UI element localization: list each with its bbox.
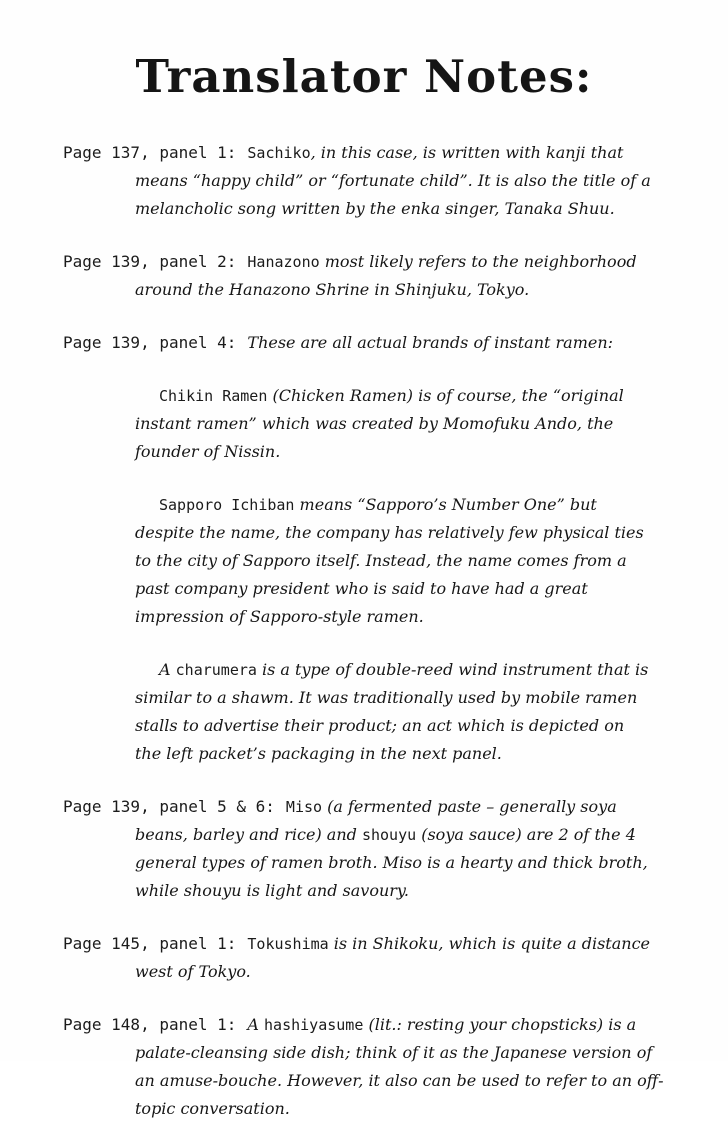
note-label: Page 139, panel 5 & 6:: [63, 797, 275, 816]
note-text: most likely refers to the neighborhood around the Hanazono Shrine in Shinjuku, Tokyo.: [135, 252, 637, 299]
note-term: Chikin Ramen: [159, 387, 268, 405]
note-text: (lit.: resting your chopsticks) is a palate-cleansing side dish; think of it as the Japanese version of an amuse-bouche. However, it also can be used to refer to an off-topic conversation.: [135, 1015, 664, 1118]
note-label: Page 148, panel 1:: [63, 1015, 237, 1034]
note-term: hashiyasume: [264, 1016, 364, 1034]
note-page-139-panel-2: [63, 248, 664, 304]
note-term: Sachiko: [247, 144, 311, 162]
note-label: Page 137, panel 1:: [63, 143, 237, 162]
note-sub-chikin-ramen: [135, 382, 650, 466]
note-term: Miso: [285, 798, 323, 816]
note-text: means “Sapporo’s Number One” but despite the name, the company has relatively few physical ties to the city of Sapporo itself. Instead, the name comes from a past company president who is said to have had a great impression of Sapporo-style ramen.: [135, 495, 644, 626]
page-title: Translator Notes:: [135, 50, 593, 103]
note-label: Page 139, panel 2:: [63, 252, 237, 271]
note-page-145-panel-1: [63, 930, 664, 986]
note-text: (Chicken Ramen) is of course, the “original instant ramen” which was created by Momofuku Ando, the founder of Nissin.: [135, 386, 624, 461]
note-label: Page 145, panel 1:: [63, 934, 237, 953]
notes-list: [0, 103, 728, 1123]
note-term: Hanazono: [247, 253, 320, 271]
note-term: charumera: [175, 661, 257, 679]
note-page-137-panel-1: [63, 139, 664, 223]
note-page-139-panel-4: [63, 329, 664, 357]
note-text: (soya sauce) are 2 of the 4 general types of ramen broth. Miso is a hearty and thick broth, while shouyu is light and savoury.: [135, 825, 648, 900]
note-term: shouyu: [361, 826, 417, 844]
note-page-139-panel-5-6: [63, 793, 664, 905]
note-sub-sapporo-ichiban: [135, 491, 650, 631]
note-term: Sapporo Ichiban: [159, 496, 295, 514]
note-text: A: [247, 1015, 265, 1034]
note-label: Page 139, panel 4:: [63, 333, 237, 352]
note-text: A: [159, 660, 176, 679]
note-text: is in Shikoku, which is quite a distance west of Tokyo.: [135, 934, 650, 981]
note-text: These are all actual brands of instant ramen:: [247, 333, 614, 352]
note-page-148-panel-1: [63, 1011, 664, 1123]
note-term: Tokushima: [247, 935, 329, 953]
note-text: , in this case, is written with kanji that means “happy child” or “fortunate child”. It is also the title of a melancholic song written by the enka singer, Tanaka Shuu.: [135, 143, 651, 218]
note-text: (a fermented paste – generally soya beans, barley and rice) and: [135, 797, 617, 844]
note-text: is a type of double-reed wind instrument that is similar to a shawm. It was traditionally used by mobile ramen stalls to advertise their product; an act which is depicted on the left packet’s packaging in the next panel.: [135, 660, 649, 763]
note-sub-charumera: [135, 656, 650, 768]
